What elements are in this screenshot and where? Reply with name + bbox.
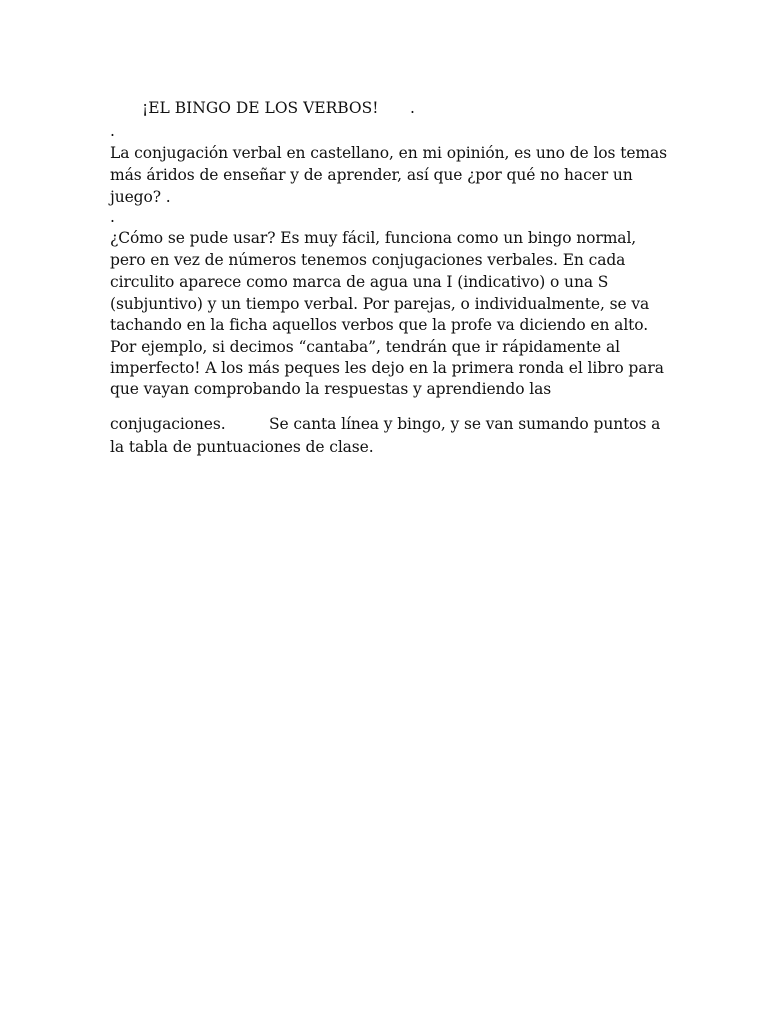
document-title: ¡EL BINGO DE LOS VERBOS! xyxy=(142,99,379,117)
text-line: La conjugación verbal en castellano, en mi opinión, es uno de los temas xyxy=(110,144,668,162)
text-line: conjugaciones. Se canta línea y bingo, y se van sumando puntos a xyxy=(110,415,661,433)
text-line: imperfecto! A los más peques les dejo en la primera ronda el libro para xyxy=(110,359,664,377)
text-line: que vayan comprobando la respuestas y aprendiendo las xyxy=(110,380,552,398)
text-line: Por ejemplo, si decimos “cantaba”, tendrán que ir rápidamente al xyxy=(110,338,620,356)
text-line: ¿Cómo se pude usar? Es muy fácil, funciona como un bingo normal, xyxy=(110,229,637,247)
text-line: (subjuntivo) y un tiempo verbal. Por parejas, o individualmente, se va xyxy=(110,295,650,313)
text-line: . xyxy=(110,208,115,226)
title-trailing-dot: . xyxy=(410,99,415,117)
text-line: circulito aparece como marca de agua una I (indicativo) o una S xyxy=(110,273,609,291)
text-line: juego? . xyxy=(110,188,171,206)
text-line: más áridos de enseñar y de aprender, así que ¿por qué no hacer un xyxy=(110,166,633,184)
text-line: . xyxy=(110,122,115,140)
text-line: tachando en la ficha aquellos verbos que la profe va diciendo en alto. xyxy=(110,316,649,334)
text-line: pero en vez de números tenemos conjugaciones verbales. En cada xyxy=(110,251,626,269)
text-line: la tabla de puntuaciones de clase. xyxy=(110,438,374,456)
